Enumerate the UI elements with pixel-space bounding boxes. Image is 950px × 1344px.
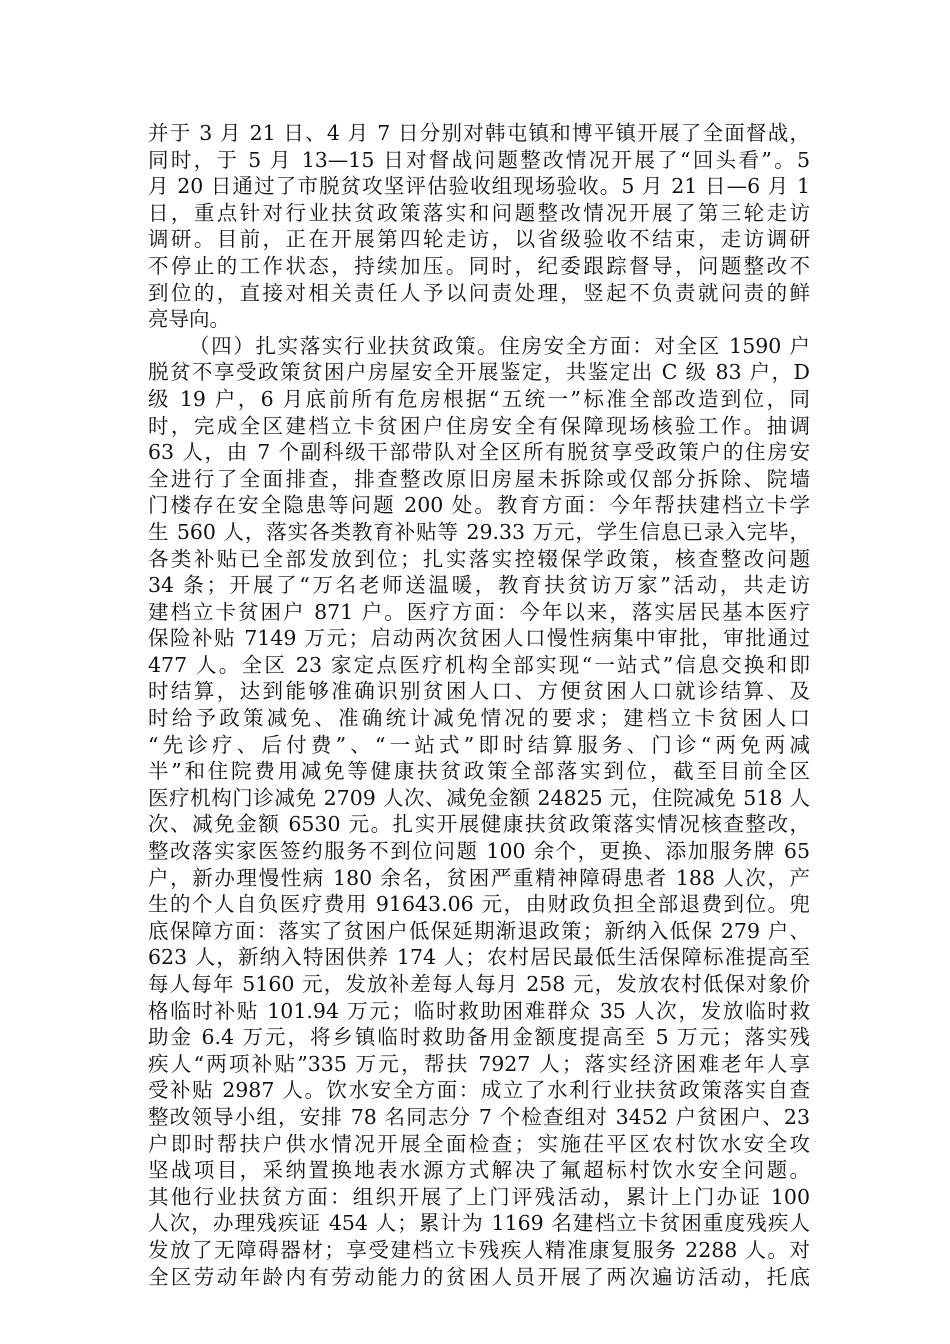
text-line: 坚战项目，采纳置换地表水源方式解决了氟超标村饮水安全问题。 — [148, 1158, 810, 1183]
text-line: 全进行了全面排查，排查整改原旧房屋未拆除或仅部分拆除、院墙 — [148, 466, 810, 491]
text-line: 34 条；开展了“万名老师送温暖，教育扶贫访万家”活动，共走访 — [148, 573, 810, 598]
text-line: 时结算，达到能够准确识别贫困人口、方便贫困人口就诊结算、及 — [148, 679, 810, 704]
text-line: 全区劳动年龄内有劳动能力的贫困人员开展了两次遍访活动，托底 — [148, 1264, 810, 1289]
text-line: 生 560 人，落实各类教育补贴等 29.33 万元，学生信息已录入完毕， — [148, 519, 810, 544]
text-line: 医疗机构门诊减免 2709 人次、减免金额 24825 元，住院减免 518 人 — [148, 785, 810, 810]
text-line: 脱贫不享受政策贫困户房屋安全开展鉴定，共鉴定出 C 级 83 户，D — [148, 360, 810, 385]
text-line: 623 人，新纳入特困供养 174 人；农村居民最低生活保障标准提高至 — [148, 945, 810, 970]
text-line: 到位的，直接对相关责任人予以问责处理，竖起不负责就问责的鲜 — [148, 280, 810, 305]
text-line: 各类补贴已全部发放到位；扎实落实控辍保学政策，核查整改问题 — [148, 546, 810, 571]
text-line: （四）扎实落实行业扶贫政策。住房安全方面：对全区 1590 户 — [189, 333, 810, 358]
text-line: 不停止的工作状态，持续加压。同时，纪委跟踪督导，问题整改不 — [148, 253, 810, 278]
text-line: 人次，办理残疾证 454 人；累计为 1169 名建档立卡贫困重度残疾人 — [148, 1211, 810, 1236]
text-line: 底保障方面：落实了贫困户低保延期渐退政策；新纳入低保 279 户、 — [148, 918, 810, 943]
text-line: 建档立卡贫困户 871 户。医疗方面：今年以来，落实居民基本医疗 — [148, 599, 810, 624]
text-line: 日，重点针对行业扶贫政策落实和问题整改情况开展了第三轮走访 — [148, 200, 810, 225]
text-line: 发放了无障碍器材；享受建档立卡残疾人精准康复服务 2288 人。对 — [148, 1237, 810, 1262]
text-line: “先诊疗、后付费”、“一站式”即时结算服务、门诊“两免两减 — [148, 732, 810, 757]
text-line: 63 人，由 7 个副科级干部带队对全区所有脱贫享受政策户的住房安 — [148, 440, 810, 465]
text-line: 疾人“两项补贴”335 万元，帮扶 7927 人；落实经济困难老年人享 — [148, 1051, 810, 1076]
text-line: 户，新办理慢性病 180 余名，贫困严重精神障碍患者 188 人次，产 — [148, 865, 810, 890]
text-line: 助金 6.4 万元，将乡镇临时救助备用金额度提高至 5 万元；落实残 — [148, 1025, 810, 1050]
text-line: 亮导向。 — [148, 307, 230, 332]
text-line: 整改领导小组，安排 78 名同志分 7 个检查组对 3452 户贫困户、23 — [148, 1104, 810, 1129]
body-text — [148, 120, 810, 1290]
text-line: 调研。目前，正在开展第四轮走访，以省级验收不结束，走访调研 — [148, 227, 810, 252]
text-line: 户即时帮扶户供水情况开展全面检查；实施茌平区农村饮水安全攻 — [148, 1131, 810, 1156]
text-line: 次、减免金额 6530 元。扎实开展健康扶贫政策落实情况核查整改， — [148, 812, 810, 837]
text-line: 时给予政策减免、准确统计减免情况的要求；建档立卡贫困人口 — [148, 706, 810, 731]
paragraph-2 — [148, 333, 810, 1290]
text-line: 每人每年 5160 元，发放补差每人每月 258 元，发放农村低保对象价 — [148, 972, 810, 996]
text-line: 整改落实家医签约服务不到位问题 100 余个，更换、添加服务牌 65 — [148, 839, 810, 864]
paragraph-1 — [148, 120, 810, 333]
text-line: 其他行业扶贫方面：组织开展了上门评残活动，累计上门办证 100 — [148, 1184, 810, 1209]
text-line: 生的个人自负医疗费用 91643.06 元，由财政负担全部退费到位。兜 — [148, 892, 810, 917]
text-line: 保险补贴 7149 万元；启动两次贫困人口慢性病集中审批，审批通过 — [148, 626, 810, 651]
text-line: 时，完成全区建档立卡贫困户住房安全有保障现场核验工作。抽调 — [148, 413, 810, 438]
text-line: 级 19 户，6 月底前所有危房根据“五统一”标准全部改造到位，同 — [148, 386, 810, 411]
text-line: 并于 3 月 21 日、4 月 7 日分别对韩屯镇和博平镇开展了全面督战， — [148, 121, 810, 145]
text-line: 格临时补贴 101.94 万元；临时救助困难群众 35 人次，发放临时救 — [148, 998, 810, 1023]
text-line: 受补贴 2987 人。饮水安全方面：成立了水利行业扶贫政策落实自查 — [148, 1078, 810, 1103]
text-line: 月 20 日通过了市脱贫攻坚评估验收组现场验收。5 月 21 日—6 月 1 — [148, 174, 810, 199]
text-line: 477 人。全区 23 家定点医疗机构全部实现“一站式”信息交换和即 — [148, 652, 810, 677]
text-line: 门楼存在安全隐患等问题 200 处。教育方面：今年帮扶建档立卡学 — [148, 493, 810, 518]
text-line: 半”和住院费用减免等健康扶贫政策全部落实到位，截至目前全区 — [148, 759, 810, 784]
text-line: 同时，于 5 月 13—15 日对督战问题整改情况开展了“回头看”。5 — [148, 147, 810, 172]
